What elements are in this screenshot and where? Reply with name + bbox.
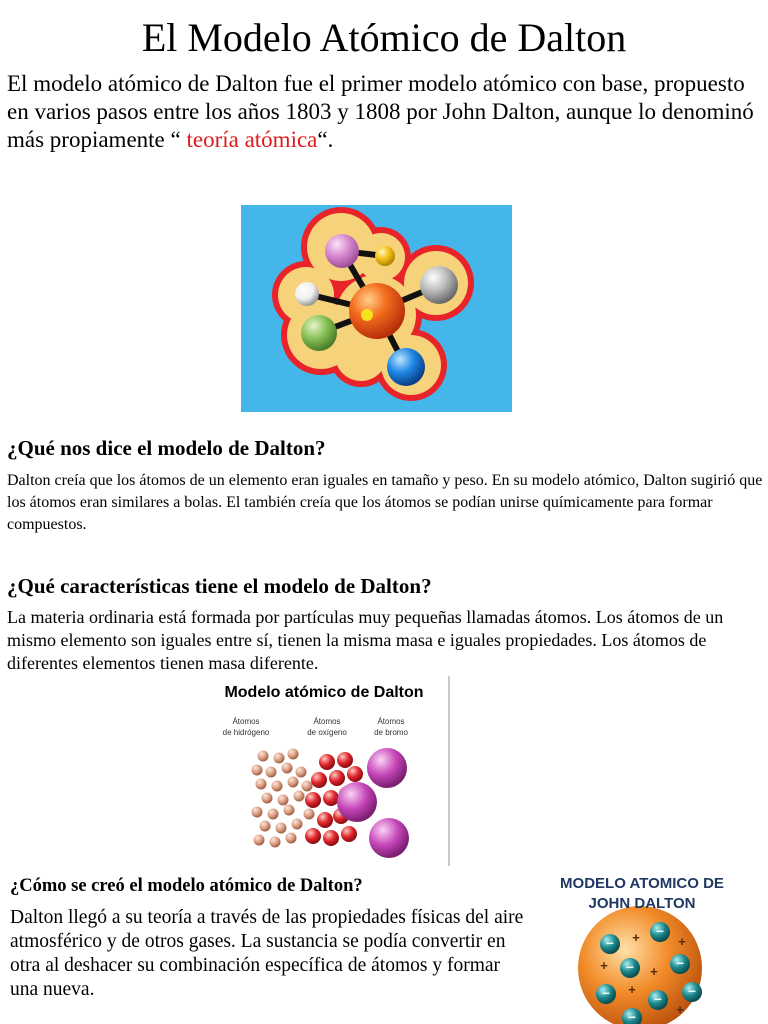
hydrogen-atom <box>282 763 293 774</box>
plus-sign: + <box>678 934 686 949</box>
hydrogen-atom <box>256 779 267 790</box>
plus-sign: + <box>628 982 636 997</box>
hydrogen-atom <box>272 781 283 792</box>
oxygen-atom <box>347 766 363 782</box>
hydrogen-atom <box>262 793 273 804</box>
pink-atom <box>325 234 359 268</box>
oxygen-atom <box>305 828 321 844</box>
figure2-title: Modelo atómico de Dalton <box>224 684 424 701</box>
hydrogen-atom <box>274 753 285 764</box>
section1-body: Dalton creía que los átomos de un elemento eran iguales en tamaño y peso. En su modelo atómico, Dalton sugirió que los átomos eran similares a bolas. El también creía que los átomos se podían unirse químicamente para formar compuestos. <box>7 472 763 533</box>
hydrogen-atom <box>270 837 281 848</box>
minus-sign: − <box>687 983 697 999</box>
plus-sign: + <box>600 958 608 973</box>
plus-sign: + <box>650 964 658 979</box>
minus-sign: − <box>655 923 665 939</box>
hydrogen-atom <box>288 777 299 788</box>
bromine-atom <box>367 748 407 788</box>
label-oxygen-line2: de oxígeno <box>307 728 347 737</box>
plus-sign: + <box>676 1002 684 1017</box>
dalton-atoms-figure <box>201 676 450 866</box>
hydrogen-atom <box>302 781 313 792</box>
label-hydrogen-line1: Átomos <box>232 717 260 726</box>
hydrogen-atom <box>252 807 263 818</box>
page-title: El Modelo Atómico de Dalton <box>141 15 627 60</box>
oxygen-atom <box>329 770 345 786</box>
green-atom <box>301 315 337 351</box>
blue-atom <box>387 348 425 386</box>
section3-heading: ¿Cómo se creó el modelo atómico de Dalton? <box>10 876 363 896</box>
bromine-atom <box>337 782 377 822</box>
hydrogen-atom <box>276 823 287 834</box>
hydrogen-atom <box>268 809 279 820</box>
oxygen-atom <box>319 754 335 770</box>
yellow-atom <box>375 246 395 266</box>
hydrogen-atom <box>304 809 315 820</box>
minus-sign: − <box>627 1009 637 1024</box>
minus-sign: − <box>605 935 615 951</box>
label-bromine-line2: de bromo <box>374 728 408 737</box>
section2-heading: ¿Qué características tiene el modelo de Dalton? <box>7 574 432 598</box>
hydrogen-atom <box>286 833 297 844</box>
section1-heading: ¿Qué nos dice el modelo de Dalton? <box>7 436 326 460</box>
intro-text-end: “. <box>317 127 334 152</box>
hydrogen-atom <box>294 791 305 802</box>
hydrogen-atom <box>284 805 295 816</box>
hydrogen-atom <box>260 821 271 832</box>
figure3-title-line2: JOHN DALTON <box>588 895 696 912</box>
oxygen-atom <box>311 772 327 788</box>
grey-atom <box>420 266 458 304</box>
section2-body: La materia ordinaria está formada por partículas muy pequeñas llamadas átomos. Los átomos de un mismo elemento son iguales entre sí, tienen la misma masa e iguales propiedades. Los átomos de diferentes elementos tienen masa diferente. <box>7 607 724 673</box>
oxygen-atom <box>337 752 353 768</box>
minus-sign: − <box>653 991 663 1007</box>
figure3-title-line1: MODELO ATOMICO DE <box>560 875 724 892</box>
intro-highlight: teoría atómica <box>186 127 318 152</box>
hydrogen-atom <box>296 767 307 778</box>
label-oxygen-line1: Átomos <box>313 717 341 726</box>
hydrogen-atom <box>278 795 289 806</box>
oxygen-atom <box>305 792 321 808</box>
oxygen-atom <box>341 826 357 842</box>
white-atom <box>295 282 319 306</box>
hydrogen-atom <box>266 767 277 778</box>
plus-sign: + <box>632 930 640 945</box>
intro-text: El modelo atómico de Dalton fue el primer modelo atómico con base, propuesto en varios pasos entre los años 1803 y 1808 por John Dalton, aunque lo denominó más propiamente “ <box>7 71 754 152</box>
label-hydrogen <box>206 716 286 738</box>
hydrogen-atom <box>254 835 265 846</box>
intro-paragraph <box>7 70 763 154</box>
molecule-illustration <box>241 205 512 412</box>
center-atom-highlight <box>361 309 373 321</box>
bromine-atom <box>369 818 409 858</box>
john-dalton-model-figure <box>542 868 742 1024</box>
minus-sign: − <box>675 955 685 971</box>
label-bromine-line1: Átomos <box>377 717 405 726</box>
oxygen-atom <box>317 812 333 828</box>
hydrogen-atoms <box>252 749 315 848</box>
center-atom <box>349 283 405 339</box>
label-bromine <box>351 716 431 738</box>
figure3-title <box>542 874 742 914</box>
hydrogen-atom <box>292 819 303 830</box>
hydrogen-atom <box>288 749 299 760</box>
minus-sign: − <box>625 959 635 975</box>
minus-sign: − <box>601 985 611 1001</box>
dalton-atoms-drawing <box>201 676 447 866</box>
hydrogen-atom <box>258 751 269 762</box>
oxygen-atom <box>323 790 339 806</box>
hydrogen-atom <box>252 765 263 776</box>
section3-body: Dalton llegó a su teoría a través de las propiedades físicas del aire atmosférico y de otros gases. La sustancia se podía convertir en otra al deshacer su combinación específica de átomos y formar una nueva. <box>10 907 524 1000</box>
label-hydrogen-line2: de hidrógeno <box>222 728 270 737</box>
oxygen-atom <box>323 830 339 846</box>
